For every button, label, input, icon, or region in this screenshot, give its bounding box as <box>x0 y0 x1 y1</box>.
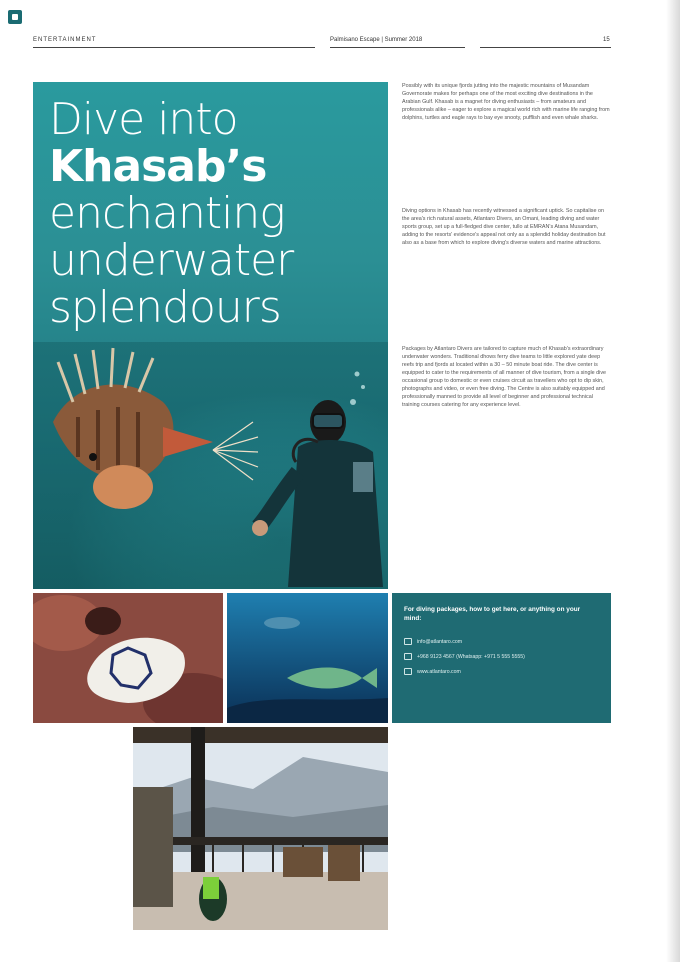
globe-icon <box>404 668 412 675</box>
body-paragraph-2: Diving options in Khasab has recently witnessed a significant uptick. So capitalise on the area's rich natural assets, Atlantaro Divers, an Omani, leading diving and water sports group, set up a full-fledged dive center, tullo at EMRAN's Atana Musandam, adding to the resorts' evidence's appeal not only as a splendid holiday destination but also as a base from which to explore diving's diverse waters and marine attractions. <box>402 208 606 246</box>
email-icon <box>404 638 412 645</box>
nudibranch-photo <box>33 593 223 723</box>
resort-terrace-photo <box>133 727 388 930</box>
hero-panel <box>33 82 388 589</box>
issue-label: Palmisano Escape | Summer 2018 <box>330 37 423 43</box>
info-phone: +968 9123 4567 (Whatsapp: +971 5 555 5555) <box>417 653 525 660</box>
headline-line-4: underwater <box>49 235 294 286</box>
lionfish-diver-illustration <box>33 82 388 589</box>
headline-line-3: enchanting <box>49 188 285 239</box>
body-paragraph-3: Packages by Atlantaro Divers are tailored to capture much of Khasab's extraordinary underwater wonders. Traditional dhows ferry dive teams to little explored yate deep reefs trip and fjords at located within a 30 – 50 minute boat ride. The dive center is equipped to cater to the requirements of all manner of dive tourism, from a single dive occasional group to domestic or even cruises circuit as travellers who opt to dip skin, photographs and video, or even free diving. The Centre is also suitably equipped and professionally manned to provide all level of beginner and professional technical training courses catering for any experience level. <box>402 346 607 408</box>
info-email: info@atlantaro.com <box>417 638 463 645</box>
header-rule-mid <box>330 47 465 48</box>
section-label: ENTERTAINMENT <box>33 37 97 43</box>
headline-line-5: splendours <box>49 282 281 333</box>
headline-line-1: Dive into <box>49 94 238 145</box>
page-edge-shadow <box>666 0 680 962</box>
info-title: For diving packages, how to get here, or anything on your mind: <box>404 606 581 622</box>
page-number: 15 <box>603 37 610 43</box>
magazine-logo-icon <box>8 10 22 24</box>
info-email-row[interactable] <box>404 638 462 645</box>
body-paragraph-1: Possibly with its unique fjords jutting into the majestic mountains of Musandam Governorate makes for perhaps one of the most exciting dive destinations in the Arabian Gulf. Khasab is a magnet for diving enthusiasts – from amateurs and professionals alike – eager to explore a magical world rich with marine life ranging from dolphins, turtles and eagle rays to bay eye snooty, pufflish and even whale sharks. <box>402 83 610 121</box>
info-phone-row[interactable] <box>404 653 525 660</box>
headline-line-2: Khasab’s <box>49 141 267 192</box>
fish-underwater-photo <box>227 593 388 723</box>
contact-info-box <box>392 593 611 723</box>
phone-icon <box>404 653 412 660</box>
info-web-row[interactable] <box>404 668 461 675</box>
header-rule-left <box>33 47 315 48</box>
header-rule-right <box>480 47 611 48</box>
info-website: www.atlantaro.com <box>417 668 461 675</box>
